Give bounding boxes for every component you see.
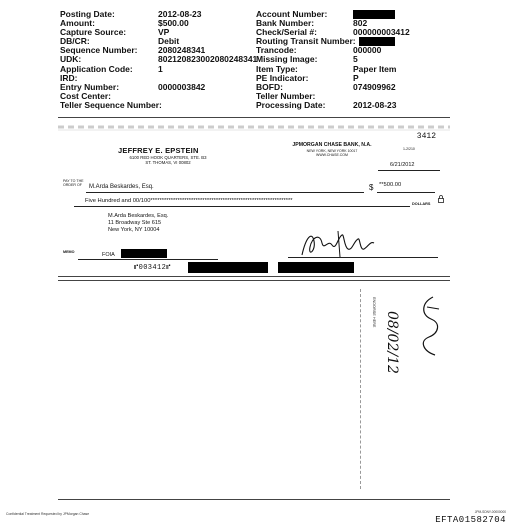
payer-address [114, 155, 222, 165]
field-label: UDK: [60, 54, 82, 65]
field-value: 2012-08-23 [353, 99, 397, 110]
payee-line [86, 192, 364, 193]
field-label: Item Type: [256, 63, 298, 74]
field-label: Application Code: [60, 63, 133, 74]
payee-address-city: New York, NY 10004 [108, 227, 160, 234]
field-label: Bank Number: [256, 18, 315, 29]
field-label: PE Indicator: [256, 72, 309, 83]
security-lock-icon [438, 195, 444, 203]
redaction-bar [121, 249, 167, 258]
field-label: Teller Number: [256, 90, 316, 101]
field-label: Trancode: [256, 45, 297, 56]
field-label: Capture Source: [60, 27, 127, 38]
payer-name: JEFFREY E. EPSTEIN [118, 146, 199, 155]
payer-address-line-2: ST. THOMAS, VI 00802 [145, 160, 191, 166]
bank-website: WWW.CHASE.COM [316, 153, 348, 157]
bates-number: EFTA01582704 [435, 515, 506, 525]
field-label: BOFD: [256, 81, 283, 92]
field-value: 1 [158, 63, 163, 74]
field-label: Amount: [60, 18, 95, 29]
signature-line [288, 257, 438, 258]
micr-check-number: ⑈003412⑈ [134, 264, 171, 272]
redaction-bar [278, 262, 354, 273]
field-value: P [353, 72, 359, 83]
bank-address-line-1: NEW YORK, NEW YORK 10017 [306, 149, 358, 153]
memo-line [78, 259, 218, 260]
check-date: 6/21/2012 [390, 162, 415, 168]
field-label: IRD: [60, 72, 78, 83]
endorsement-boundary [360, 289, 363, 489]
metadata-row [60, 28, 450, 37]
metadata-row [60, 65, 450, 74]
field-value: Debit [158, 36, 180, 47]
metadata-row [60, 10, 450, 19]
payee: M.Arda Beskardes, Esq. [89, 184, 154, 190]
metadata-row [60, 83, 450, 92]
field-value: $500.00 [158, 18, 189, 29]
field-label: Teller Sequence Number: [60, 99, 162, 110]
routing-fraction: 1-2/210 [403, 147, 415, 151]
pay-to-label-line-2: ORDER OF [63, 183, 82, 188]
confidential-footer: Confidential Treatment Requested by JPMorgan Chase [6, 512, 90, 516]
field-label: Posting Date: [60, 9, 115, 19]
memo-value: FOIA [102, 252, 115, 258]
field-value: VP [158, 27, 170, 38]
dollars-label: DOLLARS [412, 202, 431, 206]
endorsement-signature [413, 293, 449, 361]
field-value: 802120823002080248341 [158, 54, 258, 65]
scan-noise-strip [58, 121, 450, 133]
pay-to-label-line-1: PAY TO THE [63, 179, 84, 183]
amount-numeric: **500.00 [379, 182, 402, 188]
field-value: Paper Item [353, 63, 397, 74]
field-label: Missing Image: [256, 54, 318, 65]
payer-address-line-1: 6100 RED HOOK QUARTERS, STE. B3 [129, 155, 207, 160]
field-label: Sequence Number: [60, 45, 138, 56]
memo-label: MEMO [63, 250, 75, 254]
field-label: DB/CR: [60, 36, 90, 47]
field-label: Entry Number: [60, 81, 120, 92]
amount-words-line [74, 206, 410, 207]
endorsement-date: 08/02/12 [384, 311, 400, 374]
check-metadata [60, 10, 450, 110]
field-value: 000000 [353, 45, 382, 56]
micr-line [134, 264, 171, 272]
metadata-row [60, 101, 450, 110]
payee-address-name: M.Arda Beskardes, Esq. [108, 213, 169, 219]
drawer-signature [294, 227, 394, 259]
dollar-sign: $ [369, 183, 374, 192]
check-back-image [58, 280, 450, 500]
field-label: Processing Date: [256, 99, 326, 110]
footer-reference: JPM-SDNY-00000000 [474, 510, 506, 514]
field-value: 2012-08-23 [158, 9, 202, 19]
bank-name: JPMORGAN CHASE BANK, N.A. [292, 142, 372, 148]
amount-words: Five Hundred and 00/100*************************************************************** [85, 198, 293, 204]
check-number: 3412 [416, 132, 436, 141]
field-label: Cost Center: [60, 90, 112, 101]
date-line [378, 170, 440, 171]
endorse-here-label: ENDORSE HERE [372, 297, 376, 328]
check-front-image [58, 117, 450, 277]
redaction-bar [188, 262, 268, 273]
payee-address-block [108, 213, 168, 235]
bank-address [272, 149, 392, 157]
amount-line [377, 192, 435, 193]
field-value: 000000003412 [353, 27, 410, 38]
field-value: 2080248341 [158, 45, 206, 56]
field-label: Account Number: [256, 9, 328, 19]
field-value: 5 [353, 54, 358, 65]
field-label: Check/Serial #: [256, 27, 317, 38]
field-value: 074909962 [353, 81, 396, 92]
field-value: 0000003842 [158, 81, 206, 92]
payee-address-street: 11 Broadway Ste 615 [108, 220, 162, 227]
field-value: 802 [353, 18, 368, 29]
field-label: Routing Transit Number: [256, 36, 356, 47]
